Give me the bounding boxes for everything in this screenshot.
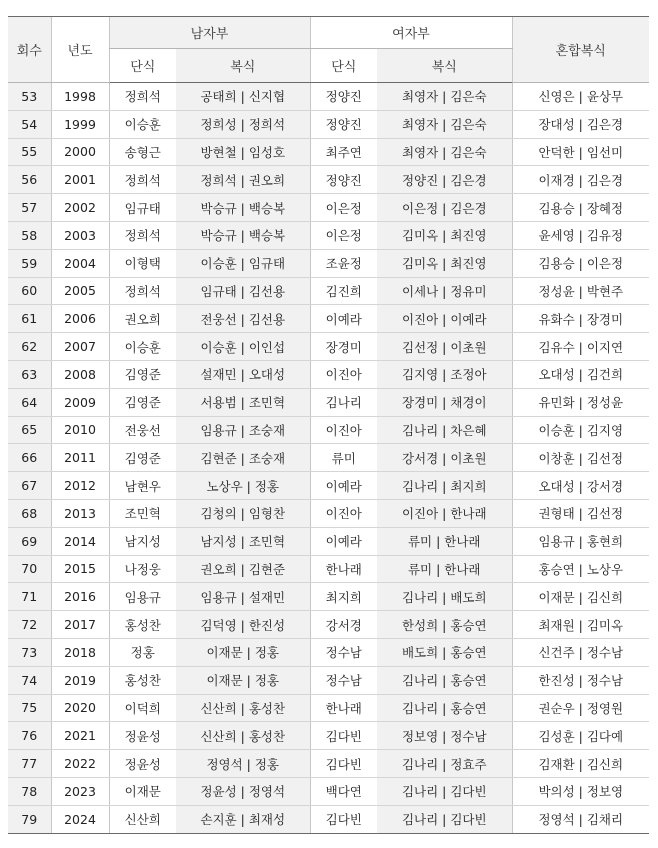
cell-men-doubles: 권오희 | 김현준	[176, 555, 310, 583]
header-men-singles: 단식	[109, 49, 176, 83]
cell-round: 59	[8, 249, 51, 277]
cell-year: 2024	[51, 805, 109, 833]
cell-men-doubles: 설재민 | 오대성	[176, 360, 310, 388]
cell-round: 60	[8, 277, 51, 305]
cell-men-doubles: 임규태 | 김선용	[176, 277, 310, 305]
cell-mixed-doubles: 김용승 | 이은정	[512, 249, 649, 277]
cell-men-singles: 정홍	[109, 638, 176, 666]
table-row	[8, 138, 649, 166]
cell-men-doubles: 이재문 | 정홍	[176, 638, 310, 666]
cell-women-singles: 한나래	[310, 555, 377, 583]
cell-men-singles: 남현우	[109, 472, 176, 500]
cell-men-doubles: 전웅선 | 김선용	[176, 305, 310, 333]
cell-round: 76	[8, 722, 51, 750]
cell-women-doubles: 김나리 | 홍승연	[377, 694, 512, 722]
cell-women-doubles: 류미 | 한나래	[377, 527, 512, 555]
cell-women-singles: 백다연	[310, 777, 377, 805]
cell-year: 2023	[51, 777, 109, 805]
cell-round: 70	[8, 555, 51, 583]
cell-round: 74	[8, 666, 51, 694]
table-row	[8, 611, 649, 639]
table-row	[8, 360, 649, 388]
cell-men-singles: 송형근	[109, 138, 176, 166]
cell-year: 2011	[51, 444, 109, 472]
cell-women-doubles: 김지영 | 조정아	[377, 360, 512, 388]
cell-mixed-doubles: 이창훈 | 김선정	[512, 444, 649, 472]
cell-men-singles: 권오희	[109, 305, 176, 333]
cell-men-singles: 홍성찬	[109, 666, 176, 694]
cell-men-doubles: 남지성 | 조민혁	[176, 527, 310, 555]
cell-year: 2016	[51, 583, 109, 611]
cell-men-doubles: 김현준 | 조숭재	[176, 444, 310, 472]
cell-round: 71	[8, 583, 51, 611]
cell-men-doubles: 박승규 | 백승복	[176, 194, 310, 222]
table-row	[8, 750, 649, 778]
cell-round: 55	[8, 138, 51, 166]
cell-men-doubles: 박승규 | 백승복	[176, 221, 310, 249]
table-row	[8, 333, 649, 361]
header-men: 남자부	[109, 17, 310, 49]
table-row	[8, 472, 649, 500]
cell-round: 58	[8, 221, 51, 249]
cell-year: 2009	[51, 388, 109, 416]
table-row	[8, 83, 649, 111]
cell-men-singles: 정희석	[109, 277, 176, 305]
cell-round: 68	[8, 499, 51, 527]
cell-year: 2014	[51, 527, 109, 555]
table-row	[8, 110, 649, 138]
cell-men-singles: 이재문	[109, 777, 176, 805]
cell-women-singles: 이은정	[310, 221, 377, 249]
cell-women-singles: 이진아	[310, 499, 377, 527]
cell-women-singles: 이예라	[310, 472, 377, 500]
cell-women-doubles: 김나리 | 배도희	[377, 583, 512, 611]
cell-mixed-doubles: 김용승 | 장혜정	[512, 194, 649, 222]
cell-men-doubles: 정희석 | 권오희	[176, 166, 310, 194]
cell-mixed-doubles: 권형태 | 김선정	[512, 499, 649, 527]
cell-year: 2002	[51, 194, 109, 222]
cell-mixed-doubles: 유민화 | 정성윤	[512, 388, 649, 416]
cell-women-doubles: 정보영 | 정수남	[377, 722, 512, 750]
cell-round: 69	[8, 527, 51, 555]
cell-men-singles: 나정웅	[109, 555, 176, 583]
cell-round: 73	[8, 638, 51, 666]
cell-women-singles: 이진아	[310, 416, 377, 444]
cell-men-singles: 김영준	[109, 360, 176, 388]
table-row	[8, 583, 649, 611]
cell-men-singles: 김영준	[109, 388, 176, 416]
cell-year: 2001	[51, 166, 109, 194]
cell-round: 61	[8, 305, 51, 333]
header-row-top	[8, 17, 649, 49]
cell-men-doubles: 정영석 | 정홍	[176, 750, 310, 778]
table-row	[8, 249, 649, 277]
cell-year: 2012	[51, 472, 109, 500]
cell-men-doubles: 임용규 | 설재민	[176, 583, 310, 611]
cell-year: 2006	[51, 305, 109, 333]
cell-women-doubles: 이진아 | 한나래	[377, 499, 512, 527]
cell-men-doubles: 손지훈 | 최재성	[176, 805, 310, 833]
cell-mixed-doubles: 박의성 | 정보영	[512, 777, 649, 805]
cell-women-doubles: 김나리 | 차은혜	[377, 416, 512, 444]
cell-round: 67	[8, 472, 51, 500]
cell-year: 1999	[51, 110, 109, 138]
cell-mixed-doubles: 김유수 | 이지연	[512, 333, 649, 361]
table-row	[8, 555, 649, 583]
cell-women-singles: 김나리	[310, 388, 377, 416]
cell-men-doubles: 서용범 | 조민혁	[176, 388, 310, 416]
cell-round: 56	[8, 166, 51, 194]
cell-mixed-doubles: 홍승연 | 노상우	[512, 555, 649, 583]
table-row	[8, 277, 649, 305]
table-row	[8, 805, 649, 833]
cell-round: 66	[8, 444, 51, 472]
cell-men-doubles: 신산희 | 홍성찬	[176, 694, 310, 722]
cell-round: 57	[8, 194, 51, 222]
cell-round: 72	[8, 611, 51, 639]
table-row	[8, 694, 649, 722]
cell-men-doubles: 방현철 | 임성호	[176, 138, 310, 166]
table-row	[8, 388, 649, 416]
cell-men-singles: 정희석	[109, 166, 176, 194]
cell-mixed-doubles: 오대성 | 강서경	[512, 472, 649, 500]
cell-year: 1998	[51, 83, 109, 111]
table-row	[8, 666, 649, 694]
cell-women-doubles: 최영자 | 김은숙	[377, 83, 512, 111]
cell-mixed-doubles: 신건주 | 정수남	[512, 638, 649, 666]
cell-mixed-doubles: 한진성 | 정수남	[512, 666, 649, 694]
cell-mixed-doubles: 최재원 | 김미옥	[512, 611, 649, 639]
cell-women-doubles: 배도희 | 홍승연	[377, 638, 512, 666]
cell-men-singles: 이승훈	[109, 110, 176, 138]
cell-year: 2018	[51, 638, 109, 666]
cell-round: 63	[8, 360, 51, 388]
cell-women-singles: 김다빈	[310, 722, 377, 750]
cell-women-singles: 김진희	[310, 277, 377, 305]
cell-men-singles: 이덕희	[109, 694, 176, 722]
cell-year: 2010	[51, 416, 109, 444]
cell-men-doubles: 김청의 | 임형찬	[176, 499, 310, 527]
cell-mixed-doubles: 권순우 | 정영원	[512, 694, 649, 722]
cell-women-singles: 정양진	[310, 166, 377, 194]
cell-women-doubles: 김선정 | 이초원	[377, 333, 512, 361]
cell-men-singles: 조민혁	[109, 499, 176, 527]
cell-women-singles: 김다빈	[310, 805, 377, 833]
cell-round: 75	[8, 694, 51, 722]
cell-round: 79	[8, 805, 51, 833]
cell-round: 53	[8, 83, 51, 111]
cell-women-singles: 이예라	[310, 305, 377, 333]
cell-year: 2019	[51, 666, 109, 694]
cell-women-singles: 정수남	[310, 666, 377, 694]
table-row	[8, 305, 649, 333]
cell-women-doubles: 김나리 | 최지희	[377, 472, 512, 500]
table-body	[8, 83, 649, 834]
header-women: 여자부	[310, 17, 512, 49]
cell-men-doubles: 이승훈 | 임규태	[176, 249, 310, 277]
cell-men-singles: 정윤성	[109, 722, 176, 750]
table-row	[8, 194, 649, 222]
cell-mixed-doubles: 유화수 | 장경미	[512, 305, 649, 333]
cell-round: 65	[8, 416, 51, 444]
cell-round: 54	[8, 110, 51, 138]
cell-year: 2017	[51, 611, 109, 639]
cell-year: 2003	[51, 221, 109, 249]
cell-women-singles: 이은정	[310, 194, 377, 222]
cell-men-singles: 이형택	[109, 249, 176, 277]
cell-women-singles: 장경미	[310, 333, 377, 361]
cell-year: 2007	[51, 333, 109, 361]
cell-women-doubles: 김나리 | 정효주	[377, 750, 512, 778]
cell-women-doubles: 최영자 | 김은숙	[377, 138, 512, 166]
cell-women-singles: 최지희	[310, 583, 377, 611]
cell-mixed-doubles: 오대성 | 김건희	[512, 360, 649, 388]
cell-women-singles: 이예라	[310, 527, 377, 555]
cell-mixed-doubles: 김성훈 | 김다예	[512, 722, 649, 750]
cell-mixed-doubles: 안덕한 | 임선미	[512, 138, 649, 166]
cell-women-doubles: 장경미 | 채경이	[377, 388, 512, 416]
cell-year: 2004	[51, 249, 109, 277]
cell-women-singles: 정양진	[310, 110, 377, 138]
cell-mixed-doubles: 김재환 | 김신희	[512, 750, 649, 778]
cell-mixed-doubles: 신영은 | 윤상무	[512, 83, 649, 111]
cell-women-singles: 이진아	[310, 360, 377, 388]
cell-men-doubles: 노상우 | 정홍	[176, 472, 310, 500]
cell-women-doubles: 김나리 | 김다빈	[377, 805, 512, 833]
cell-men-singles: 이승훈	[109, 333, 176, 361]
cell-year: 2020	[51, 694, 109, 722]
cell-round: 64	[8, 388, 51, 416]
table-row	[8, 527, 649, 555]
cell-mixed-doubles: 임용규 | 홍현희	[512, 527, 649, 555]
cell-year: 2013	[51, 499, 109, 527]
cell-round: 78	[8, 777, 51, 805]
cell-women-doubles: 김미옥 | 최진영	[377, 221, 512, 249]
header-round: 회수	[8, 17, 51, 83]
cell-mixed-doubles: 장대성 | 김은경	[512, 110, 649, 138]
cell-men-singles: 김영준	[109, 444, 176, 472]
cell-men-doubles: 김덕영 | 한진성	[176, 611, 310, 639]
cell-men-doubles: 정윤성 | 정영석	[176, 777, 310, 805]
cell-men-singles: 정희석	[109, 221, 176, 249]
cell-men-doubles: 임용규 | 조숭재	[176, 416, 310, 444]
table-row	[8, 416, 649, 444]
header-mixed: 혼합복식	[512, 17, 649, 83]
table-row	[8, 444, 649, 472]
cell-year: 2022	[51, 750, 109, 778]
table-row	[8, 777, 649, 805]
results-table	[8, 16, 649, 834]
cell-mixed-doubles: 이승훈 | 김지영	[512, 416, 649, 444]
table-row	[8, 221, 649, 249]
cell-mixed-doubles: 정영석 | 김채리	[512, 805, 649, 833]
cell-men-singles: 정윤성	[109, 750, 176, 778]
cell-women-doubles: 김나리 | 홍승연	[377, 666, 512, 694]
cell-men-singles: 임용규	[109, 583, 176, 611]
cell-year: 2008	[51, 360, 109, 388]
cell-women-singles: 류미	[310, 444, 377, 472]
table-row	[8, 722, 649, 750]
cell-men-doubles: 이재문 | 정홍	[176, 666, 310, 694]
cell-men-singles: 홍성찬	[109, 611, 176, 639]
cell-round: 77	[8, 750, 51, 778]
cell-women-doubles: 류미 | 한나래	[377, 555, 512, 583]
cell-men-singles: 남지성	[109, 527, 176, 555]
cell-women-doubles: 이은정 | 김은경	[377, 194, 512, 222]
cell-year: 2005	[51, 277, 109, 305]
header-men-doubles: 복식	[176, 49, 310, 83]
header-women-doubles: 복식	[377, 49, 512, 83]
cell-year: 2015	[51, 555, 109, 583]
cell-women-doubles: 이세나 | 정유미	[377, 277, 512, 305]
cell-men-doubles: 이승훈 | 이인섭	[176, 333, 310, 361]
cell-women-doubles: 김미옥 | 최진영	[377, 249, 512, 277]
cell-mixed-doubles: 이재문 | 김신희	[512, 583, 649, 611]
cell-men-singles: 임규태	[109, 194, 176, 222]
cell-women-doubles: 이진아 | 이예라	[377, 305, 512, 333]
cell-women-singles: 김다빈	[310, 750, 377, 778]
cell-men-doubles: 공태희 | 신지협	[176, 83, 310, 111]
cell-women-singles: 강서경	[310, 611, 377, 639]
cell-men-singles: 정희석	[109, 83, 176, 111]
cell-mixed-doubles: 이재경 | 김은경	[512, 166, 649, 194]
cell-women-singles: 조윤정	[310, 249, 377, 277]
table-row	[8, 638, 649, 666]
cell-round: 62	[8, 333, 51, 361]
cell-year: 2000	[51, 138, 109, 166]
header-year: 년도	[51, 17, 109, 83]
table-row	[8, 166, 649, 194]
cell-men-singles: 신산희	[109, 805, 176, 833]
cell-men-doubles: 신산희 | 홍성찬	[176, 722, 310, 750]
cell-men-singles: 전웅선	[109, 416, 176, 444]
cell-women-singles: 정양진	[310, 83, 377, 111]
cell-women-singles: 한나래	[310, 694, 377, 722]
cell-mixed-doubles: 정성윤 | 박현주	[512, 277, 649, 305]
cell-women-doubles: 강서경 | 이초원	[377, 444, 512, 472]
cell-year: 2021	[51, 722, 109, 750]
cell-women-doubles: 한성희 | 홍승연	[377, 611, 512, 639]
cell-women-singles: 최주연	[310, 138, 377, 166]
cell-women-doubles: 최영자 | 김은숙	[377, 110, 512, 138]
cell-women-doubles: 김나리 | 김다빈	[377, 777, 512, 805]
cell-women-doubles: 정양진 | 김은경	[377, 166, 512, 194]
cell-mixed-doubles: 윤세영 | 김유정	[512, 221, 649, 249]
table-row	[8, 499, 649, 527]
header-women-singles: 단식	[310, 49, 377, 83]
cell-men-doubles: 정희성 | 정희석	[176, 110, 310, 138]
cell-women-singles: 정수남	[310, 638, 377, 666]
